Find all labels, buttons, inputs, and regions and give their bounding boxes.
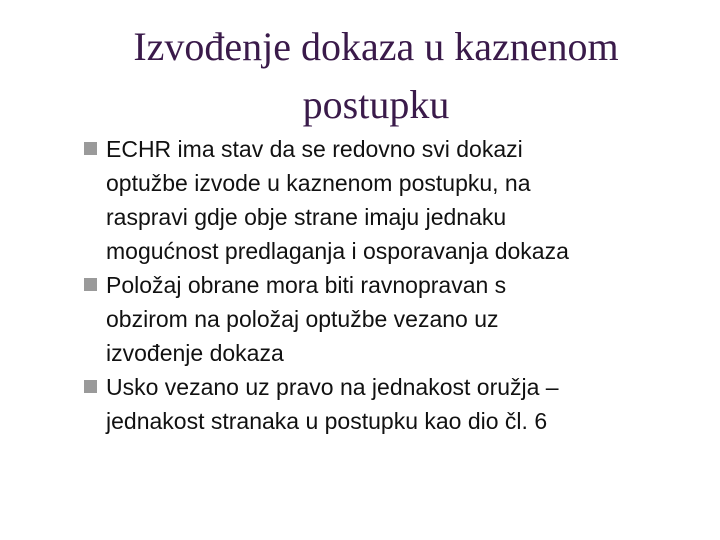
bullet-text-line: obzirom na položaj optužbe vezano uz bbox=[106, 306, 499, 332]
bullet-text-line: jednakost stranaka u postupku kao dio čl. 6 bbox=[106, 408, 548, 434]
bullet-item-1 bbox=[80, 132, 700, 268]
bullet-text-line: ECHR ima stav da se redovno svi dokazi bbox=[106, 136, 523, 162]
square-bullet-icon bbox=[84, 142, 97, 155]
bullet-text-line: mogućnost predlaganja i osporavanja dokaza bbox=[106, 238, 569, 264]
slide-title-line-2: postupku bbox=[302, 82, 450, 127]
slide-title bbox=[40, 18, 712, 134]
bullet-text-line: optužbe izvode u kaznenom postupku, na bbox=[106, 170, 531, 196]
square-bullet-icon bbox=[84, 278, 97, 291]
bullet-item-2 bbox=[80, 268, 700, 370]
bullet-text-line: Položaj obrane mora biti ravnopravan s bbox=[106, 272, 507, 298]
bullet-text-line: raspravi gdje obje strane imaju jednaku bbox=[106, 204, 507, 230]
bullet-item-3 bbox=[80, 370, 700, 438]
bullet-list bbox=[80, 132, 700, 438]
bullet-text-line: izvođenje dokaza bbox=[106, 340, 284, 366]
slide-title-line-1: Izvođenje dokaza u kaznenom bbox=[133, 24, 619, 69]
bullet-text-line: Usko vezano uz pravo na jednakost oružja – bbox=[106, 374, 559, 400]
square-bullet-icon bbox=[84, 380, 97, 393]
